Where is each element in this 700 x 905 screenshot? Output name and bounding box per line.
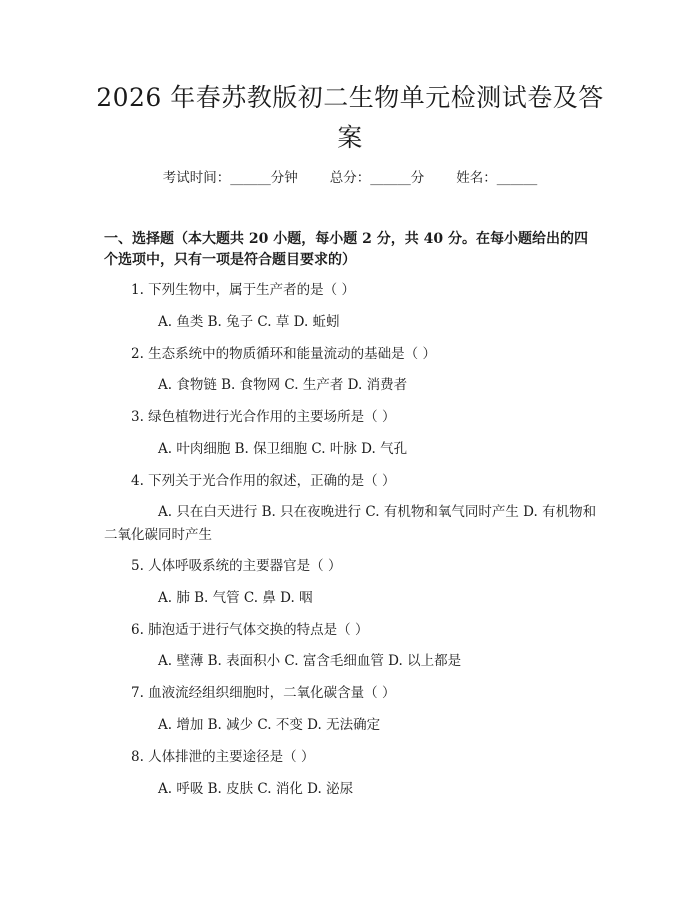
question-7-options: A. 增加 B. 减少 C. 不变 D. 无法确定 [158,717,381,733]
exam-name: 姓名：______ [456,170,538,186]
question-8: 8. 人体排泄的主要途径是（ ） [131,749,315,765]
question-4-options: A. 只在白天进行 B. 只在夜晚进行 C. 有机物和氧气同时产生 D. 有机物和二氧化碳同时产生 [104,504,597,543]
question-6-options: A. 壁薄 B. 表面积小 C. 富含毛细血管 D. 以上都是 [158,653,462,669]
exam-meta [0,168,700,188]
question-7: 7. 血液流经组织细胞时，二氧化碳含量（ ） [131,685,396,701]
question-5: 5. 人体呼吸系统的主要器官是（ ） [131,558,342,574]
question-2: 2. 生态系统中的物质循环和能量流动的基础是（ ） [131,346,436,362]
section-heading: 一、选择题（本大题共 20 小题，每小题 2 分，共 40 分。在每小题给出的四个选项中，只有一项是符合题目要求的） [104,231,588,268]
question-1-options: A. 鱼类 B. 兔子 C. 草 D. 蚯蚓 [158,314,340,330]
exam-time: 考试时间：______分钟 [162,170,298,186]
question-2-options: A. 食物链 B. 食物网 C. 生产者 D. 消费者 [158,377,408,393]
exam-total-score: 总分：______分 [329,170,425,186]
question-3-options: A. 叶肉细胞 B. 保卫细胞 C. 叶脉 D. 气孔 [158,441,408,457]
question-1: 1. 下列生物中，属于生产者的是（ ） [131,282,355,298]
question-8-options: A. 呼吸 B. 皮肤 C. 消化 D. 泌尿 [158,781,354,797]
question-6: 6. 肺泡适于进行气体交换的特点是（ ） [131,622,369,638]
question-4: 4. 下列关于光合作用的叙述，正确的是（ ） [131,473,396,489]
question-5-options: A. 肺 B. 气管 C. 鼻 D. 咽 [158,590,313,606]
page-title: 2026 年春苏教版初二生物单元检测试卷及答案 [96,83,604,152]
question-3: 3. 绿色植物进行光合作用的主要场所是（ ） [131,409,396,425]
